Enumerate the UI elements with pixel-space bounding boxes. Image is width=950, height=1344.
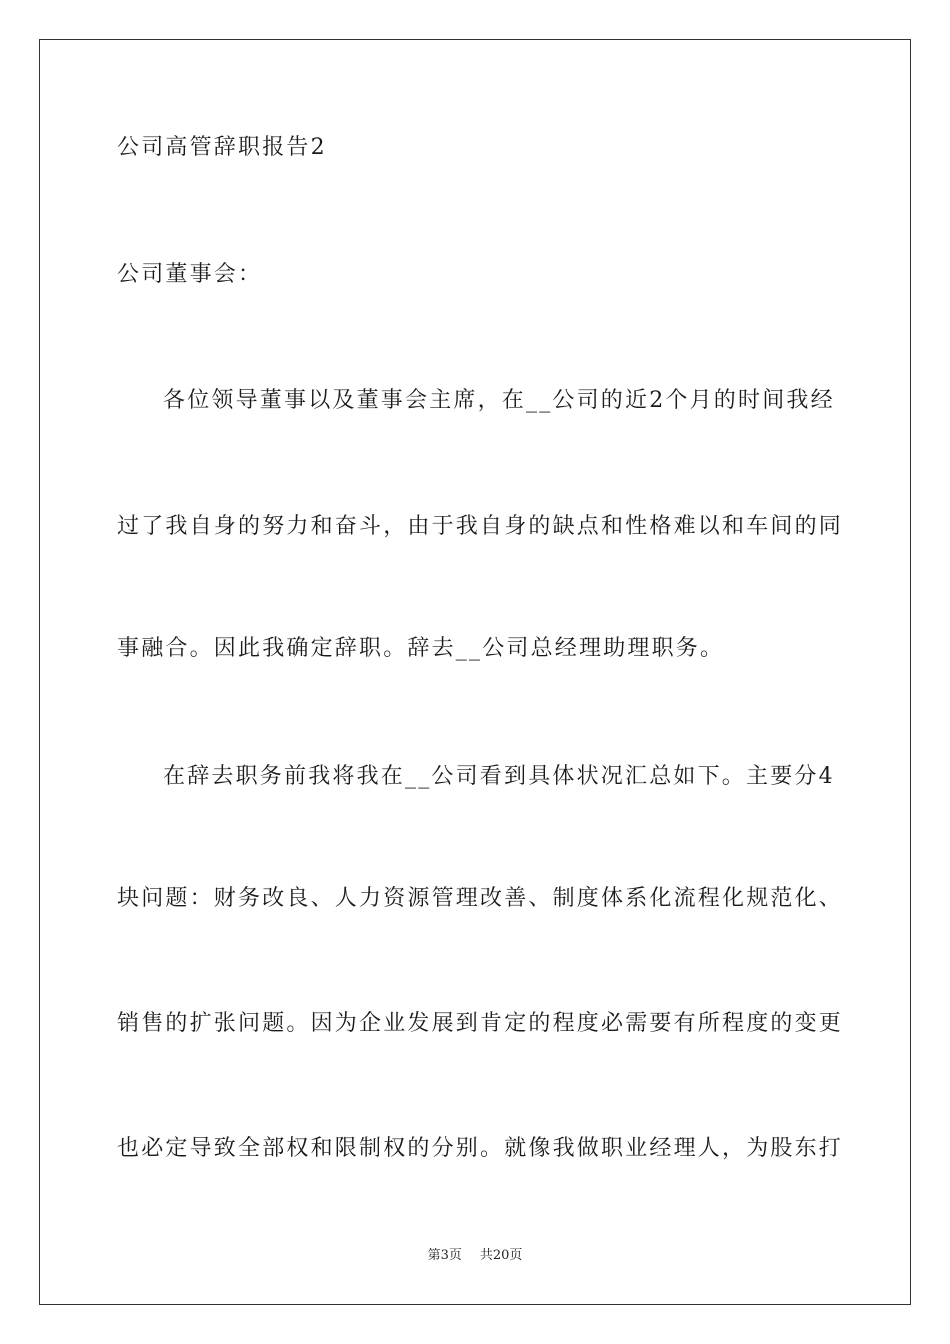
body-line-5: 块问题：财务改良、人力资源管理改善、制度体系化流程化规范化、 [117,886,844,911]
body-line-2: 过了我自身的努力和奋斗，由于我自身的缺点和性格难以和车间的同 [117,514,844,539]
body-line-7: 也必定导致全部权和限制权的分别。就像我做职业经理人，为股东打 [117,1136,844,1161]
body-line-1: 各位领导董事以及董事会主席，在__公司的近2个月的时间我经 [163,388,835,413]
page-number: 第3页 [427,1248,462,1263]
body-line-3: 事融合。因此我确定辞职。辞去__公司总经理助理职务。 [117,636,725,661]
page-footer [0,1247,950,1265]
body-line-4: 在辞去职务前我将我在__公司看到具体状况汇总如下。主要分4 [163,764,835,789]
page-total: 共20页 [479,1248,523,1263]
body-line-6: 销售的扩张问题。因为企业发展到肯定的程度必需要有所程度的变更 [117,1011,844,1036]
document-title: 公司高管辞职报告2 [117,135,327,160]
page-border [39,39,911,1305]
salutation: 公司董事会： [117,262,263,287]
